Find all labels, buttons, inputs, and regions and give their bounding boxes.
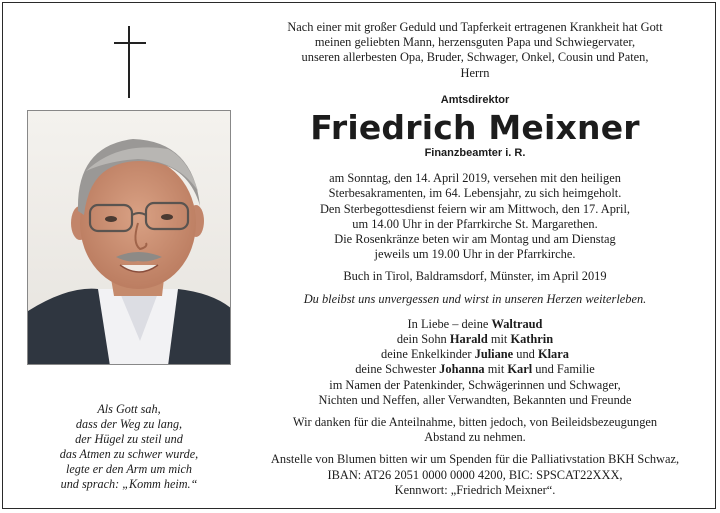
cross-icon [114, 26, 146, 98]
motto-line: Du bleibst uns unvergessen und wirst in unseren Herzen weiterleben. [303, 291, 647, 306]
funeral-details [250, 171, 700, 262]
mourner-line: dein Sohn Harald mit Kathrin [396, 332, 554, 347]
details-line: Die Rosenkränze beten wir am Montag und am Dienstag [334, 232, 616, 247]
intro-line: Herrn [460, 65, 490, 80]
mourner-line: deine Schwester Johanna mit Karl und Familie [355, 362, 595, 377]
mourner-line: In Liebe – deine Waltraud [407, 316, 543, 331]
mourners-list [250, 317, 700, 408]
poem-line: und sprach: „Komm heim.“ [60, 477, 198, 491]
poem-line: legte er den Arm um mich [65, 462, 193, 476]
portrait-photo [27, 110, 231, 365]
mourner-line: im Namen der Patenkinder, Schwägerinnen und Schwager, [329, 377, 621, 392]
donation-line: Anstelle von Blumen bitten wir um Spenden für die Palliativstation BKH Schwaz, [270, 452, 680, 467]
intro-line: Nach einer mit großer Geduld und Tapferkeit ertragenen Krankheit hat Gott [287, 20, 663, 34]
place-date [250, 269, 700, 284]
donation-line: IBAN: AT26 2051 0000 0000 4200, BIC: SPSCAT22XXX, [327, 467, 623, 482]
thanks-text [250, 415, 700, 445]
intro-text [250, 20, 700, 81]
intro-line: meinen geliebten Mann, herzensguten Papa und Schwiegervater, [314, 35, 636, 50]
intro-line: unseren allerbesten Opa, Bruder, Schwager, Onkel, Cousin und Paten, [301, 50, 649, 65]
mourner-line: deine Enkelkinder Juliane und Klara [381, 347, 569, 362]
poem [27, 402, 231, 492]
details-line: Den Sterbegottesdienst feiern wir am Mittwoch, den 17. April, [319, 201, 631, 216]
mourner-line: Nichten und Neffen, aller Verwandten, Bekannten und Freunde [318, 392, 632, 407]
details-line: um 14.00 Uhr in der Pfarrkirche St. Margarethen. [352, 216, 598, 231]
poem-line: dass der Weg zu lang, [75, 417, 183, 431]
motto [250, 292, 700, 307]
poem-line: der Hügel zu steil und [75, 432, 183, 446]
deceased-name: Friedrich Meixner [310, 108, 640, 148]
profession: Finanzbeamter i. R. [424, 147, 526, 160]
thanks-line: Wir danken für die Anteilnahme, bitten jedoch, von Beileidsbezeugungen [292, 415, 658, 430]
details-line: Sterbesakramenten, im 64. Lebensjahr, zu sich heimgeholt. [328, 186, 622, 201]
poem-line: das Atmen zu schwer wurde, [59, 447, 199, 461]
job-title: Amtsdirektor [440, 93, 510, 106]
donation-line: Kennwort: „Friedrich Meixner“. [394, 482, 556, 497]
donation-text [250, 452, 700, 498]
details-line: jeweils um 19.00 Uhr in der Pfarrkirche. [374, 247, 576, 262]
notice-text [250, 20, 700, 498]
poem-line: Als Gott sah, [97, 402, 161, 416]
place-date-line: Buch in Tirol, Baldramsdorf, Münster, im April 2019 [343, 269, 607, 284]
thanks-line: Abstand zu nehmen. [424, 430, 526, 445]
details-line: am Sonntag, den 14. April 2019, versehen mit den heiligen [329, 171, 621, 186]
